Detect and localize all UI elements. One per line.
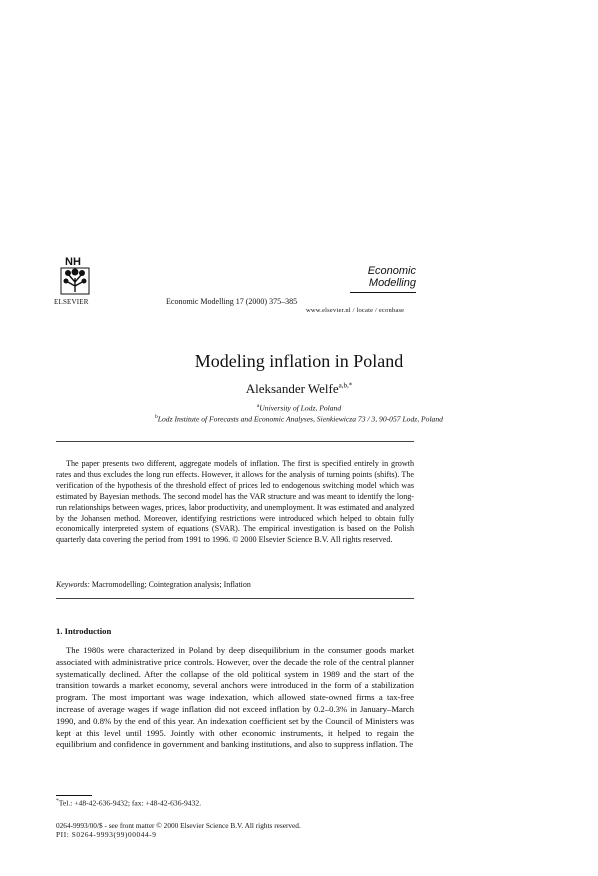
introduction-paragraph: The 1980s were characterized in Poland by deep disequilibrium in the consumer goods market associated with administrative price controls. However, over the decade the role of the central planner systematically declined. After the collapse of the old political system in 1989 and the start of the transition towards a market economy, several anchors were introduced in the form of a stabilization program. The most important was wage indexation, which allowed state-owned firms a tax-free increase of average wages if wage inflation did not exceed inflation by 0.2–0.3% in January–March 1990, and 0.8% by the end of this year. An indexation coefficient set by the Council of Ministers was kept at this level until 1995. Jointly with other economic instruments, it helped to regain the equilibrium and confidence in government and banking institutions, and also to suppress inflation. The: [56, 645, 414, 750]
svg-text:NH: NH: [65, 256, 81, 268]
footnote: [56, 798, 201, 808]
affiliation-a-text: University of Lodz, Poland: [259, 403, 342, 413]
footnote-text: Tel.: +48-42-636-9432; fax: +48-42-636-9432.: [58, 798, 202, 808]
abstract-bottom-rule: [56, 598, 414, 599]
abstract-text: The paper presents two different, aggregate models of inflation. The first is specified entirely in growth rates and thus excludes the long run effects. However, it allows for the analysis of turning points (shifts). The verification of the hypothesis of the threshold effect of prices led to endogenous switching model which was estimated by Bayesian methods. The second model has the VAR structure and was meant to identify the long-run relationships between wages, prices, labor productivity, and unemployment. It was estimated and analyzed by the Johansen method. Moreover, identifying restrictions were introduced which helped to obtain fully economically interpreted system of equations (SVAR). The empirical investigation is based on the Polish quarterly data covering the period from 1991 to 1996. © 2000 Elsevier Science B.V. All rights reserved.: [56, 459, 414, 545]
author-line: [0, 381, 598, 397]
journal-reference: Economic Modelling 17 (2000) 375–385: [166, 297, 298, 306]
keywords: [56, 580, 414, 589]
pii-line: PII: S0264-9993(99)00044-9: [56, 830, 157, 840]
footnote-rule: [56, 795, 92, 796]
affiliation-b-text: Lodz Institute of Forecasts and Economic Analyses, Sienkiewicza 73 / 3, 90-057 Lodz, Poland: [157, 414, 443, 424]
journal-logo-rule: [350, 292, 416, 293]
journal-url: www.elsevier.nl / locate / econbase: [306, 307, 405, 314]
copyright-block: [56, 821, 301, 840]
copyright-line: 0264-9993/00/$ - see front matter © 2000 Elsevier Science B.V. All rights reserved.: [56, 821, 301, 830]
keywords-label: Keywords:: [56, 580, 90, 589]
keywords-text: Macromodelling; Cointegration analysis; Inflation: [91, 580, 251, 589]
journal-logo-line1: Economic: [367, 265, 416, 277]
affiliation-b-mark: b: [155, 414, 158, 420]
publisher-logo-icon: [56, 254, 94, 304]
journal-logo-line2: Modelling: [368, 277, 416, 289]
affiliation-a: [0, 403, 598, 413]
footnote-mark: *: [56, 798, 59, 804]
article-title: Modeling inflation in Poland: [194, 351, 404, 371]
author-name: Aleksander Welfe: [245, 381, 339, 396]
affiliation-a-mark: a: [256, 403, 260, 409]
affiliation-b: [0, 414, 598, 424]
abstract-top-rule: [56, 441, 414, 442]
journal-logo: [350, 265, 416, 289]
author-marks: a,b,*: [338, 381, 353, 390]
section-heading-introduction: 1. Introduction: [56, 626, 112, 636]
publisher-logo-text: ELSEVIER: [54, 298, 89, 306]
